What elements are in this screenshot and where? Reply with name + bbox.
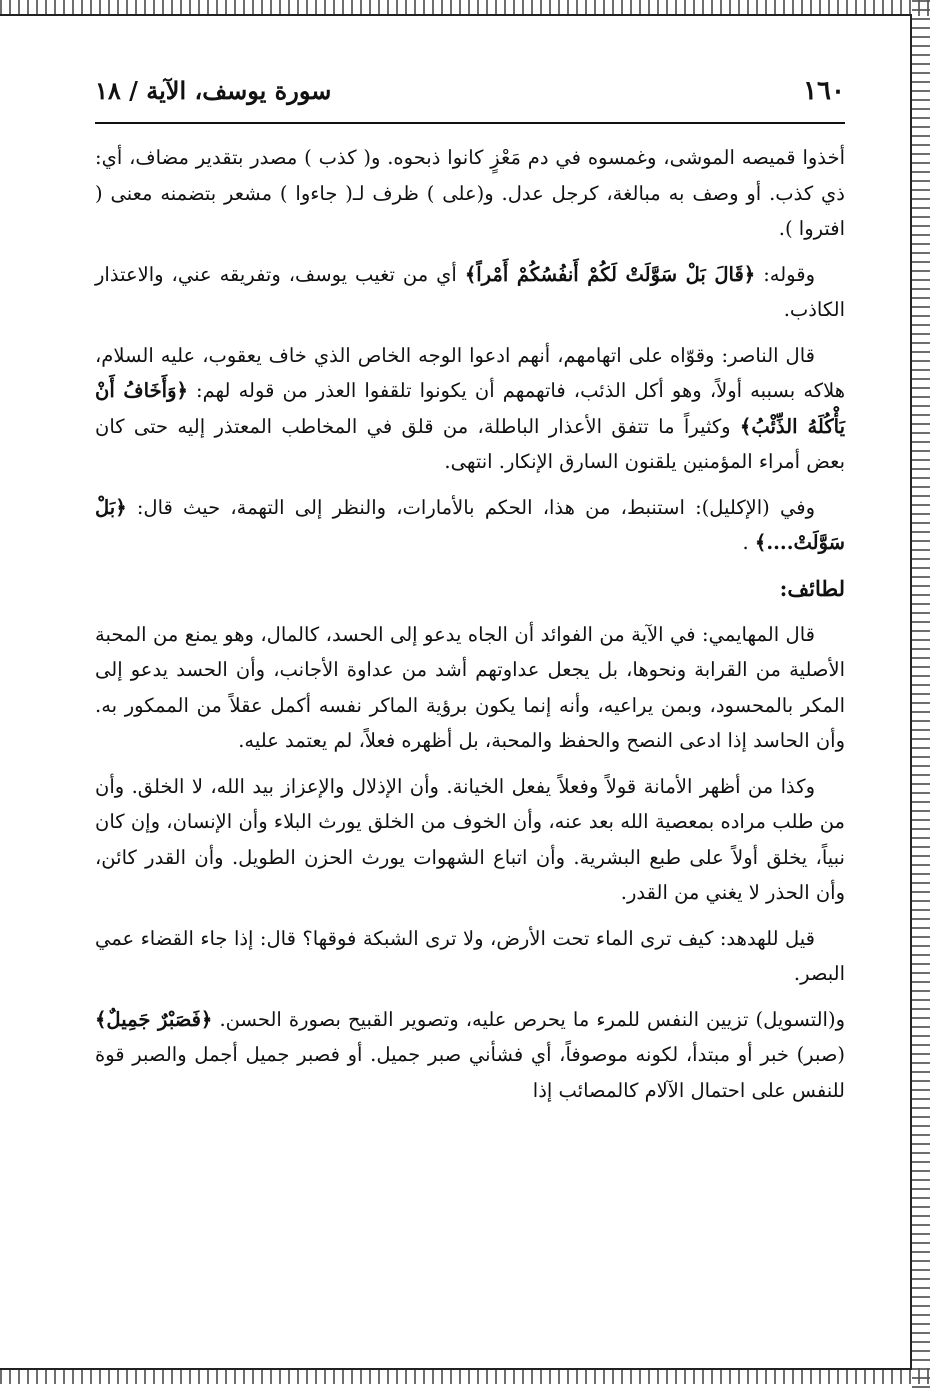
paragraph-2-post: أي من تغيب يوسف، وتفريقه عني، والاعتذار الكاذب. <box>95 262 845 321</box>
paragraph-6: وكذا من أظهر الأمانة قولاً وفعلاً يفعل الخيانة. وأن الإذلال والإعزاز بيد الله، لا الخلق. وأن من طلب مراده بمعصية الله بعد عنه، وأن الخوف من الخلق يورث البلاء وأن الإنسان، وإن كان نبياً، يخلق أولاً على طبع البشرية. وأن اتباع الشهوات يورث الحزن الطويل. وأن القدر كائن، وأن الحذر لا يغني من القدر. <box>95 774 845 904</box>
paragraph-3 <box>95 338 845 480</box>
quran-quote-2: ﴿وَأَخَافُ أَنْ يَأْكُلَهُ الذِّئْبُ﴾ <box>95 379 846 438</box>
paragraph-3-pre: قال الناصر: وقوّاه على اتهامهم، أنهم ادعوا الوجه الخاص الذي خاف يعقوب، عليه السلام، هلاكه بسببه أولاً، وهو أكل الذئب، فاتهمهم أن يكونوا تلقفوا العذر من قوله لهم: <box>95 343 845 402</box>
page-number: ١٦٠ <box>803 76 845 106</box>
paragraph-1: أخذوا قميصه الموشى، وغمسوه في دم مَعْزٍ كانوا ذبحوه. و( كذب ) مصدر بتقدير مضاف، أي: ذي كذب. أو وصف به مبالغة، كرجل عدل. و(على ) ظرف لـ( جاءوا ) مشعر بتضمنه معنى ( افتروا ). <box>95 146 845 240</box>
paragraph-2 <box>95 257 845 328</box>
paragraph-8-pre: و(التسويل) تزيين النفس للمرء ما يحرص عليه، وتصوير القبيح بصورة الحسن. <box>212 1007 845 1031</box>
page-header <box>95 70 845 120</box>
body-text <box>95 140 845 1362</box>
paragraph-4-post: . <box>742 531 755 554</box>
section-heading: لطائف: <box>779 575 845 601</box>
quran-quote-4: ﴿فَصَبْرٌ جَمِيلٌ﴾ <box>95 1007 213 1031</box>
paragraph-4 <box>95 490 845 561</box>
paragraph-4-pre: وفي (الإكليل): استنبط، من هذا، الحكم بالأمارات، والنظر إلى التهمة، حيث قال: <box>126 495 815 519</box>
header-rule <box>95 122 845 124</box>
paragraph-5: قال المهايمي: في الآية من الفوائد أن الجاه يدعو إلى الحسد، كالمال، وهو يمنع من المحبة الأصلية من القرابة ونحوها، بل يجعل عداوتهم أشد من عداوة الأجانب، وأن الحسد يدعو إلى المكر بالمحسود، وبمن يراعيه، وأنه إنما يكون برؤية الماكر نفسه أكمل عقلاً من الممكور به. وأن الحاسد إذا ادعى النصح والحفظ والمحبة، بل أظهره فعلاً، لم يعتمد عليه. <box>95 622 845 752</box>
paragraph-8-post: (صبر) خبر أو مبتدأ، لكونه موصوفاً، أي فشأني صبر جميل. أو فصبر جميل أجمل والصبر قوة للنفس على احتمال الآلام كالمصائب إذا <box>95 1043 845 1102</box>
ornamental-border-bottom <box>0 1368 934 1384</box>
paragraph-2-pre: وقوله: <box>755 262 815 286</box>
paragraph-8 <box>95 1002 845 1109</box>
paragraph-7: قيل للهدهد: كيف ترى الماء تحت الأرض، ولا ترى الشبكة فوقها؟ قال: إذا جاء القضاء عمي البصر. <box>95 926 845 985</box>
running-title: سورة يوسف، الآية / ١٨ <box>95 76 332 105</box>
border-line-bottom <box>0 1368 912 1370</box>
paragraph-3-post: وكثيراً ما تتفق الأعذار الباطلة، من قلق في المخاطب المعتذر إليه حتى كان بعض أمراء المؤمنين يلقنون السارق الإنكار. انتهى. <box>95 414 845 473</box>
quran-quote-3: ﴿بَلْ سَوَّلَتْ....﴾ <box>95 495 845 554</box>
border-line-top <box>0 14 912 16</box>
ornamental-border-right <box>912 0 930 1389</box>
quran-quote-1: ﴿قَالَ بَلْ سَوَّلَتْ لَكُمْ أَنفُسُكُمْ أَمْراً﴾ <box>464 262 756 286</box>
border-line-right <box>910 14 912 1370</box>
